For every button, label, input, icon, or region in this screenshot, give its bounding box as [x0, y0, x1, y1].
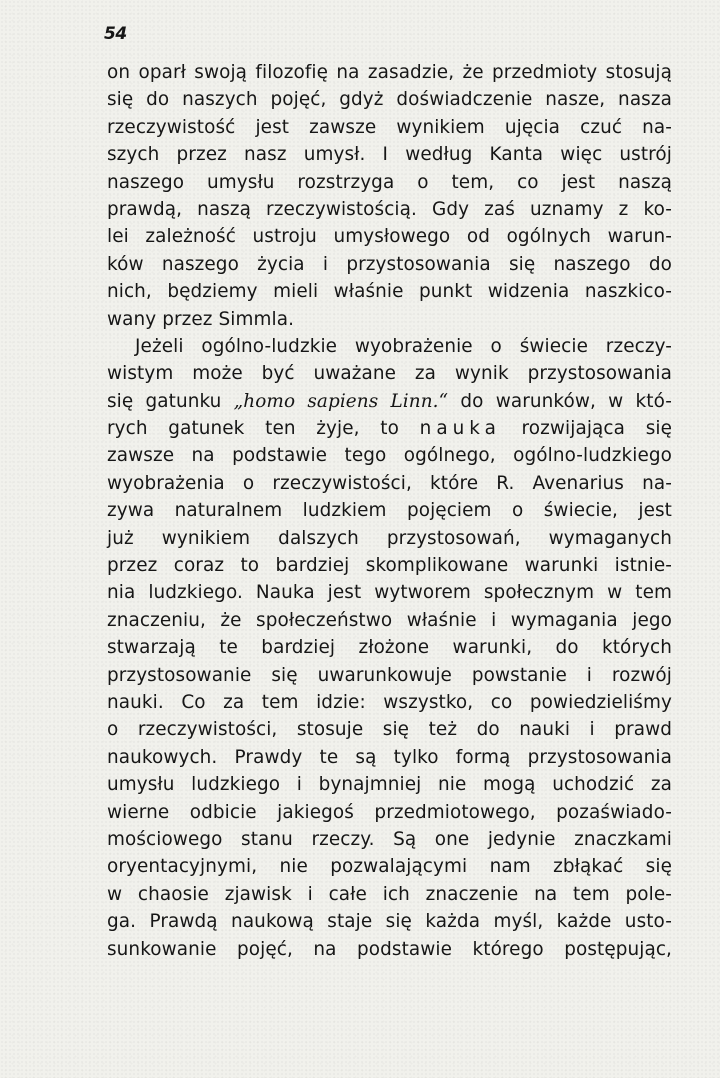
- text-line: zawsze na podstawie tego ogólnego, ogólno-ludzkiego: [107, 445, 672, 467]
- text-fragment: się gatunku: [107, 390, 234, 412]
- text-line: sunkowanie pojęć, na podstawie którego postępując,: [107, 938, 672, 960]
- text-line: Jeżeli ogólno-ludzkie wyobrażenie o świecie rzeczy-: [135, 335, 672, 357]
- text-line: lei zależność ustroju umysłowego od ogólnych warun-: [107, 226, 672, 248]
- text-line: [107, 415, 672, 442]
- text-line: nauki. Co za tem idzie: wszystko, co powiedzieliśmy: [107, 691, 672, 713]
- text-line: znaczeniu, że społeczeństwo właśnie i wymagania jego: [107, 609, 672, 631]
- text-line: nich, będziemy mieli właśnie punkt widzenia naszkico-: [107, 281, 672, 303]
- text-line: wyobrażenia o rzeczywistości, które R. Avenarius na-: [107, 472, 672, 494]
- text-line: stwarzają te bardziej złożone warunki, do których: [107, 637, 672, 659]
- text-line: się do naszych pojęć, gdyż doświadczenie nasze, nasza: [107, 89, 672, 111]
- text-line: wierne odbicie jakiegoś przedmiotowego, pozaświado-: [107, 801, 672, 823]
- text-line: w chaosie zjawisk i całe ich znaczenie na tem pole-: [107, 883, 672, 905]
- text-line: naszego umysłu rozstrzyga o tem, co jest naszą: [107, 171, 672, 193]
- text-line: o rzeczywistości, stosuje się też do nauki i prawd: [107, 719, 672, 741]
- body-text: [107, 59, 672, 963]
- text-line: ków naszego życia i przystosowania się naszego do: [107, 253, 672, 275]
- paragraph-1: [107, 59, 672, 333]
- text-line: [107, 388, 672, 415]
- text-fragment: rozwijająca się: [500, 418, 673, 440]
- text-line: prawdą, naszą rzeczywistością. Gdy zaś uznamy z ko-: [107, 198, 672, 220]
- text-line: umysłu ludzkiego i bynajmniej nie mogą uchodzić za: [107, 774, 672, 796]
- text-line: mościowego stanu rzeczy. Są one jedynie znaczkami: [107, 828, 672, 850]
- text-line: wistym może być uważane za wynik przystosowania: [107, 363, 672, 385]
- text-line: nia ludzkiego. Nauka jest wytworem społecznym w tem: [107, 582, 672, 604]
- italic-species-name: „homo sapiens Linn.“: [233, 390, 449, 412]
- text-line: przez coraz to bardziej skomplikowane warunki istnie-: [107, 555, 672, 577]
- page-number: 54: [104, 24, 127, 44]
- text-line: szych przez nasz umysł. I według Kanta więc ustrój: [107, 144, 672, 166]
- paragraph-2: [107, 333, 672, 963]
- text-line: naukowych. Prawdy te są tylko formą przystosowania: [107, 746, 672, 768]
- text-line: zywa naturalnem ludzkiem pojęciem o świecie, jest: [107, 500, 672, 522]
- text-line: przystosowanie się uwarunkowuje powstanie i rozwój: [107, 664, 672, 686]
- text-line: już wynikiem dalszych przystosowań, wymaganych: [107, 527, 672, 549]
- text-line: on oparł swoją filozofię na zasadzie, że przedmioty stosują: [107, 62, 672, 83]
- text-line: wany przez Simmla.: [107, 308, 295, 330]
- text-line: oryentacyjnymi, nie pozwalającymi nam zbłąkać się: [107, 856, 672, 878]
- text-line: rzeczywistość jest zawsze wynikiem ujęcia czuć na-: [107, 116, 672, 138]
- spaced-emphasis-word: nauka: [419, 418, 501, 440]
- text-fragment: rych gatunek ten żyje, to: [107, 418, 420, 440]
- text-fragment: do warunków, w któ-: [448, 390, 673, 412]
- text-line: ga. Prawdą naukową staje się każda myśl, każde usto-: [107, 911, 672, 933]
